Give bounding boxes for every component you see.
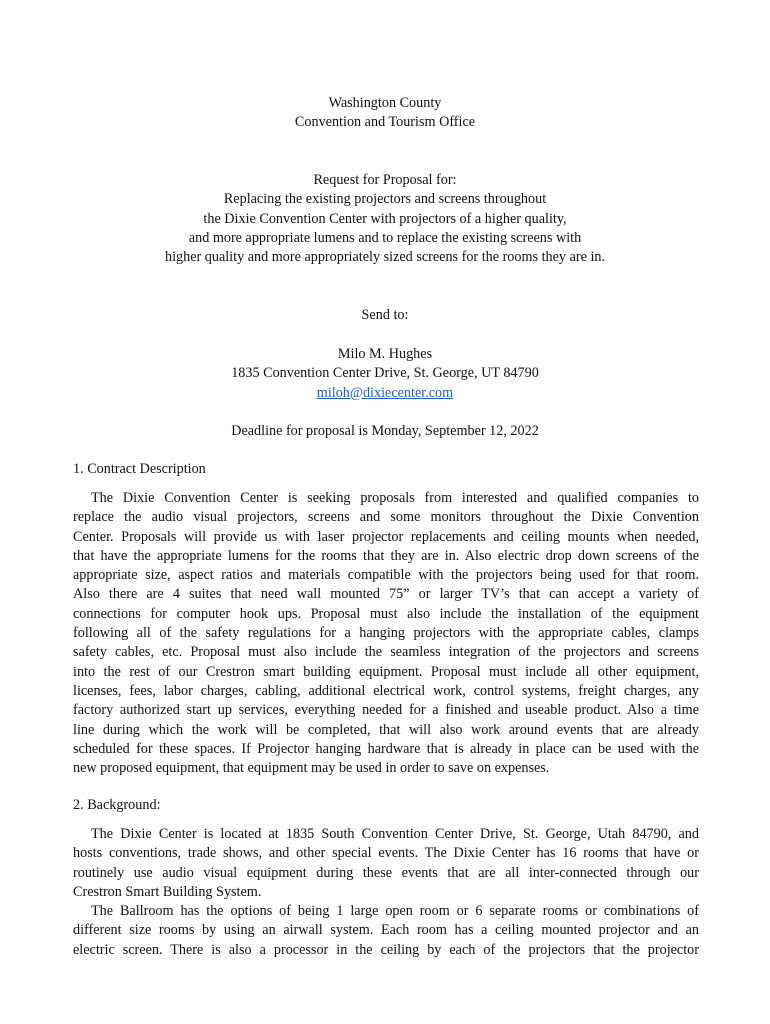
contact-email-line: [0, 384, 770, 403]
paragraph-line: licenses, fees, labor charges, cabling, additional electrical work, control systems, freight charges, any: [73, 682, 699, 699]
contract-description-paragraph: [73, 489, 699, 778]
rfp-title-block: [0, 171, 770, 267]
send-to-label: Send to:: [361, 307, 409, 323]
paragraph-line: The Dixie Center is located at 1835 South Convention Center Drive, St. George, Utah 84790, and: [91, 826, 699, 842]
contact-block: [0, 345, 770, 403]
paragraph-line: safety cables, etc. Proposal must also include the seamless integration of the projectors and screens: [73, 644, 699, 661]
paragraph-line: appropriate size, aspect ratios and materials compatible with the projectors being used for that room.: [73, 567, 699, 584]
organization-office: Convention and Tourism Office: [294, 114, 476, 131]
paragraph-line: Center. Proposals will provide us with laser projector replacements and ceiling mounts when needed,: [73, 528, 699, 545]
rfp-subject-line: higher quality and more appropriately sized screens for the rooms they are in.: [164, 249, 606, 266]
paragraph-line: line during which the work will be completed, that will also work around events that are already: [73, 721, 699, 738]
paragraph-line: hosts conventions, trade shows, and other special events. The Dixie Center has 16 rooms that have or: [73, 845, 699, 862]
rfp-subject-line: and more appropriate lumens and to replace the existing screens with: [188, 229, 582, 246]
paragraph-line: that have the appropriate lumens for the rooms that they are in. Also electric drop down screens of the: [73, 547, 699, 564]
organization-header: [0, 94, 770, 133]
paragraph-line: Crestron Smart Building System.: [73, 883, 262, 900]
rfp-title: Request for Proposal for:: [313, 172, 457, 188]
paragraph-line: replace the audio visual projectors, screens and some monitors throughout the Dixie Convention: [73, 509, 699, 526]
rfp-subject-line: the Dixie Convention Center with projectors of a higher quality,: [203, 210, 567, 227]
paragraph-line: The Ballroom has the options of being 1 large open room or 6 separate rooms or combinations of: [91, 903, 699, 920]
paragraph-line: routinely use audio visual equipment during these events that are all inter-connected through our: [73, 864, 699, 881]
section-heading-contract: 1. Contract Description: [73, 461, 206, 477]
contact-address: 1835 Convention Center Drive, St. George, UT 84790: [231, 365, 539, 382]
paragraph-line: electric screen. There is also a processor in the ceiling by each of the projectors that the projector: [73, 941, 699, 958]
section-heading-background: 2. Background:: [73, 797, 161, 813]
organization-name: Washington County: [328, 95, 442, 111]
contact-name: Milo M. Hughes: [337, 346, 433, 362]
send-to-block: [0, 306, 770, 325]
paragraph-line: connections for computer hook ups. Proposal must also include the installation of the equipment: [73, 605, 699, 622]
paragraph-line: scheduled for these spaces. If Projector hanging hardware that is already in place can be used with the: [73, 740, 699, 757]
rfp-subject-line: Replacing the existing projectors and screens throughout: [223, 191, 547, 208]
paragraph-line: Also there are 4 suites that need wall mounted 75” or larger TV’s that can accept a variety of: [73, 586, 699, 603]
paragraph-line: different size rooms by using an airwall system. Each room has a ceiling mounted projector and an: [73, 922, 699, 939]
deadline-block: [0, 422, 770, 441]
paragraph-line: factory authorized start up services, everything needed for a finished and useable product. Also a time: [73, 702, 699, 719]
paragraph-line: following all of the safety regulations for a hanging projectors with the appropriate cables, clamps: [73, 625, 699, 642]
contact-email-link[interactable]: miloh@dixiecenter.com: [316, 384, 454, 401]
paragraph-line: into the rest of our Crestron smart building equipment. Proposal must include all other equipment,: [73, 663, 699, 680]
paragraph-line: The Dixie Convention Center is seeking proposals from interested and qualified companies to: [91, 490, 699, 506]
background-paragraph: [73, 825, 699, 960]
paragraph-line: new proposed equipment, that equipment may be used in order to save on expenses.: [73, 760, 550, 777]
deadline-text: Deadline for proposal is Monday, September 12, 2022: [231, 423, 539, 439]
